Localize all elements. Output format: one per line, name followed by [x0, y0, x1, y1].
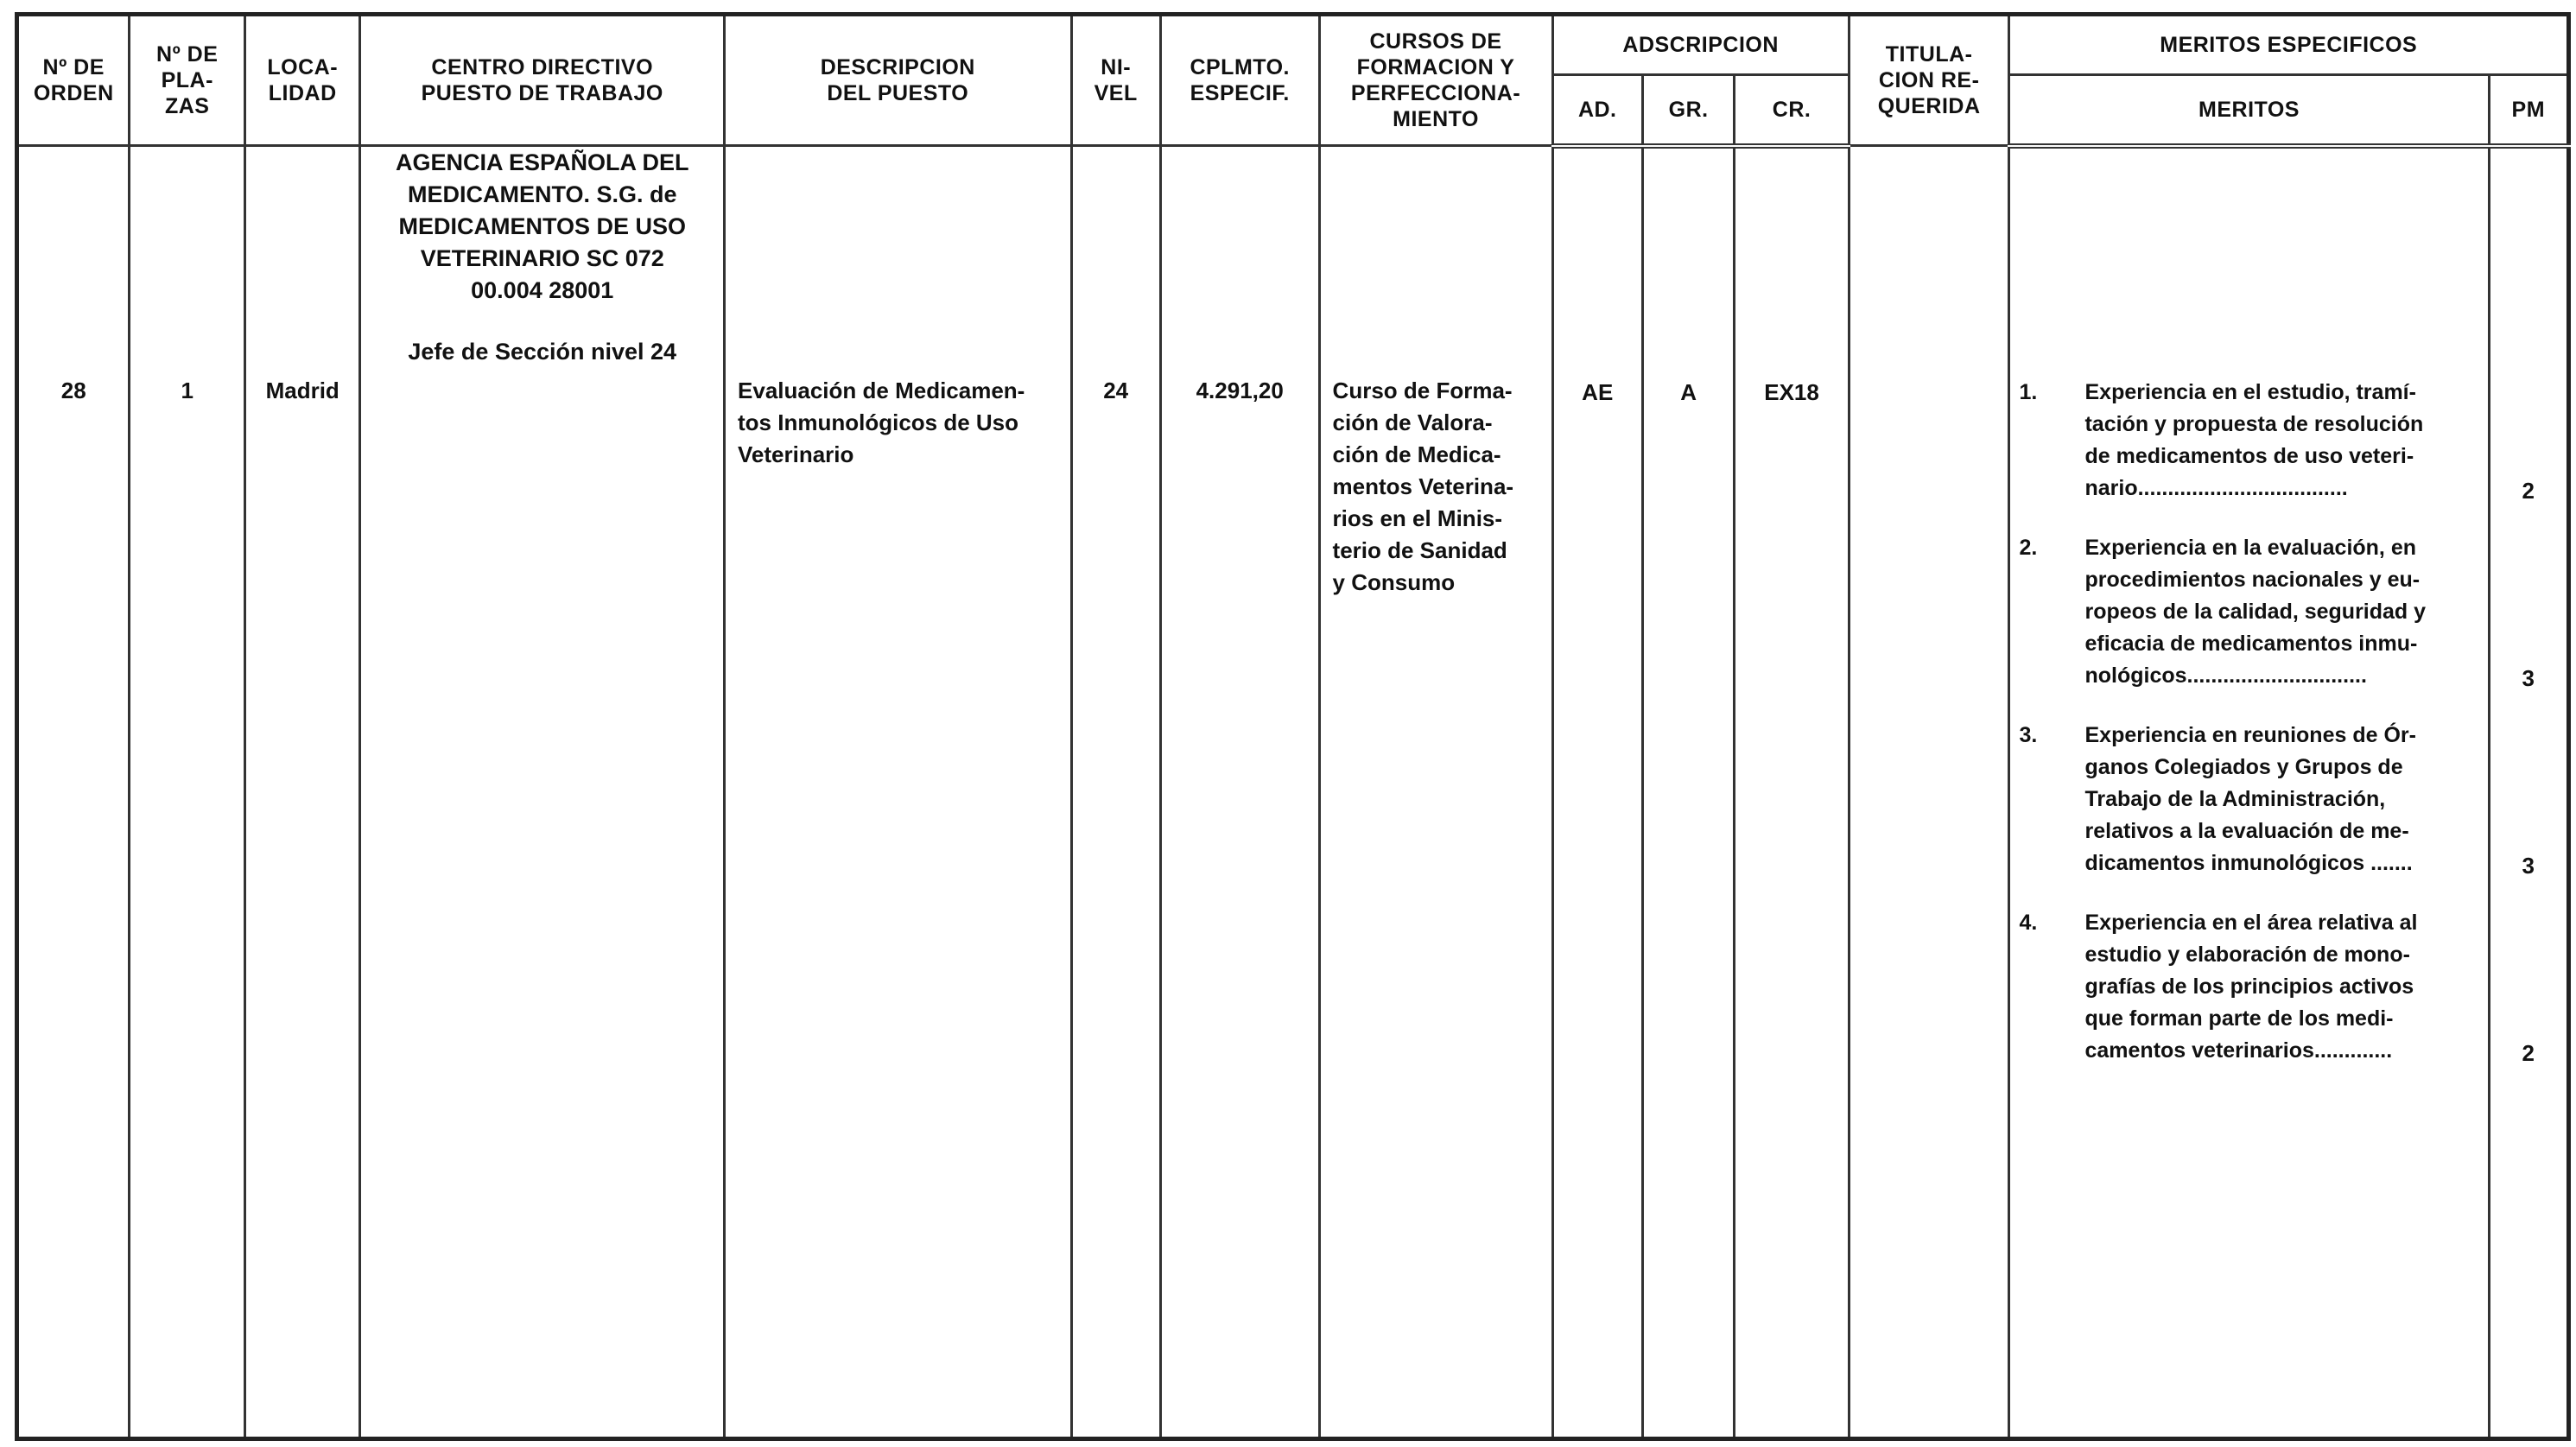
cell-cursos — [1319, 146, 1552, 1439]
text-line: tos Inmunológicos de Uso — [738, 409, 1019, 435]
text-line: ción de Medica- — [1332, 441, 1501, 467]
text-line: FORMACION Y — [1356, 55, 1515, 79]
merito-text-line: de medicamentos de uso veteri- — [2084, 443, 2414, 468]
text-line: CION RE- — [1878, 68, 1980, 92]
text-line: VEL — [1094, 81, 1138, 105]
merito-text-line: ganos Colegiados y Grupos de — [2084, 754, 2403, 779]
text-line: CENTRO DIRECTIVO — [431, 55, 654, 79]
text-line: Veterinario — [738, 441, 854, 467]
header-centro-directivo — [360, 15, 725, 146]
header-descripcion — [725, 15, 1071, 146]
centro-directivo-text — [361, 147, 723, 307]
header-cr: CR. — [1735, 75, 1849, 146]
positions-table — [15, 12, 2571, 1441]
header-plazas — [130, 15, 244, 146]
header-localidad — [244, 15, 359, 146]
merito-number: 1. — [2019, 379, 2038, 404]
merito-text-line: Experiencia en la evaluación, en — [2084, 535, 2416, 560]
cell-meritos — [2009, 146, 2489, 1439]
text-line: AGENCIA ESPAÑOLA DEL — [395, 149, 689, 175]
text-line: VETERINARIO SC 072 — [420, 245, 664, 271]
merito-text-line: tación y propuesta de resolución — [2084, 411, 2424, 436]
merito-number: 3. — [2019, 722, 2038, 747]
text-line: ZAS — [164, 94, 210, 118]
text-line: y Consumo — [1332, 569, 1456, 595]
merito-pm-value: 2 — [2522, 477, 2535, 504]
text-line: LOCA- — [267, 55, 339, 79]
text-line: Nº DE — [156, 42, 219, 67]
cell-gr: A — [1642, 146, 1734, 1439]
text-line: terio de Sanidad — [1332, 537, 1507, 563]
text-line: Nº DE — [42, 55, 105, 79]
merito-text-line: nológicos.............................. — [2084, 663, 2367, 688]
header-cursos — [1319, 15, 1552, 146]
merito-text-line: dicamentos inmunológicos ....... — [2084, 850, 2413, 875]
text-line: QUERIDA — [1877, 94, 1981, 118]
text-line: ESPECIF. — [1190, 81, 1290, 105]
header-orden — [17, 15, 130, 146]
merito-number: 2. — [2019, 535, 2038, 560]
cell-centro-directivo — [360, 146, 725, 1439]
merito-number: 4. — [2019, 910, 2038, 935]
text-line: MEDICAMENTOS DE USO — [398, 213, 686, 239]
text-line: Curso de Forma- — [1332, 378, 1513, 403]
text-line: CURSOS DE — [1369, 29, 1502, 54]
text-line: DESCRIPCION — [820, 55, 975, 79]
cell-orden: 28 — [17, 146, 130, 1439]
header-adscripcion: ADSCRIPCION — [1552, 15, 1849, 75]
header-meritos-especificos: MERITOS ESPECIFICOS — [2009, 15, 2569, 75]
merito-text-line: relativos a la evaluación de me- — [2084, 818, 2409, 843]
merito-text-line: nario................................... — [2084, 475, 2348, 500]
text-line: mentos Veterina- — [1332, 473, 1514, 499]
cell-localidad: Madrid — [244, 146, 359, 1439]
merito-item — [2019, 720, 2458, 879]
text-line: CPLMTO. — [1190, 55, 1290, 79]
text-line: DEL PUESTO — [827, 81, 969, 105]
text-line: Evaluación de Medicamen- — [738, 378, 1025, 403]
merito-text-line: camentos veterinarios............. — [2084, 1038, 2393, 1063]
merito-text-line: grafías de los principios activos — [2084, 974, 2414, 999]
text-line: 00.004 28001 — [471, 277, 614, 303]
merito-text-line: ropeos de la calidad, seguridad y — [2084, 599, 2427, 624]
cell-cplmto: 4.291,20 — [1160, 146, 1319, 1439]
merito-text-line: estudio y elaboración de mono- — [2084, 942, 2410, 967]
merito-text-line: que forman parte de los medi- — [2084, 1006, 2394, 1031]
merito-item — [2019, 532, 2458, 692]
cell-descripcion — [725, 146, 1071, 1439]
text-line: PERFECCIONA- — [1350, 81, 1521, 105]
merito-text-line: Experiencia en el área relativa al — [2084, 910, 2418, 935]
text-line: MEDICAMENTO. S.G. de — [407, 181, 677, 207]
merito-pm-value: 2 — [2522, 1039, 2535, 1066]
puesto-trabajo-text: Jefe de Sección nivel 24 — [408, 339, 677, 365]
table-row — [17, 146, 2569, 1439]
header-gr: GR. — [1642, 75, 1734, 146]
merito-text-line: procedimientos nacionales y eu- — [2084, 567, 2421, 592]
merito-text-line: Experiencia en reuniones de Ór- — [2084, 722, 2416, 747]
header-ad: AD. — [1552, 75, 1642, 146]
cell-nivel: 24 — [1071, 146, 1160, 1439]
text-line: ORDEN — [33, 81, 114, 105]
cell-cr: EX18 — [1735, 146, 1849, 1439]
cell-pm — [2489, 146, 2568, 1439]
header-meritos: MERITOS — [2009, 75, 2489, 146]
merito-text-line: Experiencia en el estudio, tramí- — [2084, 379, 2416, 404]
text-line: LIDAD — [268, 81, 337, 105]
merito-text-line: Trabajo de la Administración, — [2084, 786, 2386, 811]
cell-plazas: 1 — [130, 146, 244, 1439]
cell-titulacion — [1849, 146, 2009, 1439]
text-line: rios en el Minis- — [1332, 505, 1503, 531]
header-cplmto — [1160, 15, 1319, 146]
header-titulacion — [1849, 15, 2009, 146]
text-line: MIENTO — [1393, 107, 1479, 131]
text-line: PUESTO DE TRABAJO — [421, 81, 663, 105]
cell-ad: AE — [1552, 146, 1642, 1439]
text-line: TITULA- — [1885, 42, 1973, 67]
merito-text-line: eficacia de medicamentos inmu- — [2084, 631, 2418, 656]
merito-item — [2019, 377, 2458, 505]
merito-pm-value: 3 — [2522, 852, 2535, 879]
header-nivel — [1071, 15, 1160, 146]
text-line: NI- — [1101, 55, 1132, 79]
text-line: ción de Valora- — [1332, 409, 1493, 435]
merito-item — [2019, 907, 2458, 1067]
text-line: PLA- — [161, 68, 213, 92]
header-pm: PM — [2489, 75, 2568, 146]
merito-pm-value: 3 — [2522, 664, 2535, 691]
